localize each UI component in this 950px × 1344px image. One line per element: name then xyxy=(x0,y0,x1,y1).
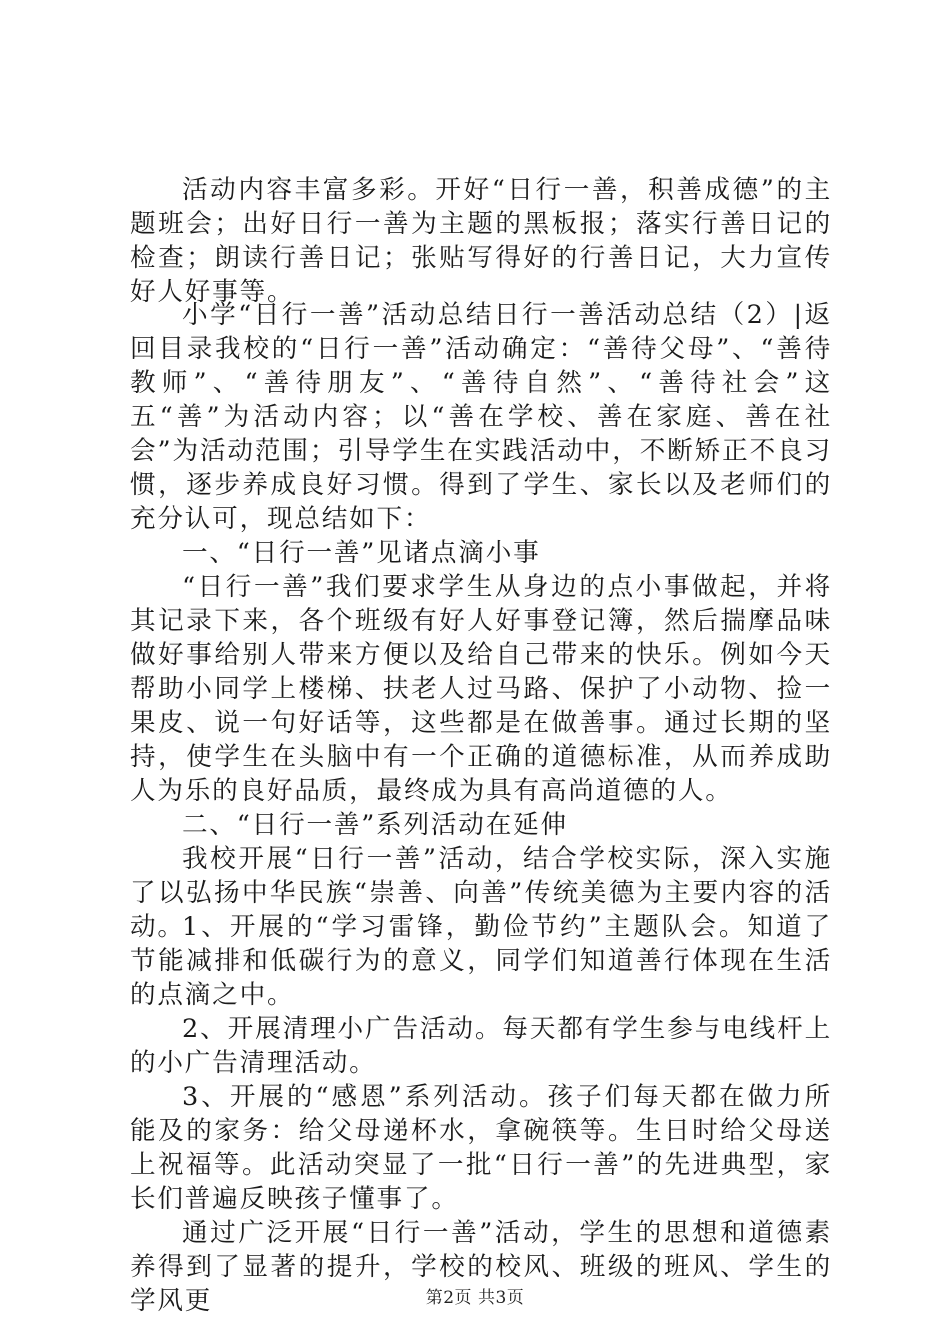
paragraph-item-3: 3、开展的“感恩”系列活动。孩子们每天都在做力所能及的家务：给父母递杯水，拿碗筷等。生日时给父母送上祝福等。此活动突显了一批“日行一善”的先进典型，家长们普遍反映孩子懂事了。 xyxy=(130,1082,832,1214)
section-heading-2: 二、“日行一善”系列活动在延伸 xyxy=(182,810,568,840)
paragraph-item-2: 2、开展清理小广告活动。每天都有学生参与电线杆上的小广告清理活动。 xyxy=(130,1014,832,1078)
page-footer: 第2页 共3页 xyxy=(425,1288,525,1308)
paragraph-conclusion: 通过广泛开展“日行一善”活动，学生的思想和道德素养得到了显著的提升，学校的校风、班级的班风、学生的学风更 xyxy=(130,1218,832,1316)
paragraph-activity-content: 活动内容丰富多彩。开好“日行一善，积善成德”的主题班会；出好日行一善为主题的黑板报；落实行善日记的检查；朗读行善日记；张贴写得好的行善日记，大力宣传好人好事等。 xyxy=(130,175,832,307)
paragraph-summary-intro: 小学“日行一善”活动总结日行一善活动总结（2）|返回目录我校的“日行一善”活动确定：“善待父母”、“善待教师”、“善待朋友”、“善待自然”、“善待社会”这五“善”为活动内容；以“善在学校、善在家庭、善在社会”为活动范围；引导学生在实践活动中，不断矫正不良习惯，逐步养成良好习惯。得到了学生、家长以及老师们的充分认可，现总结如下： xyxy=(130,300,832,534)
paragraph-section-1-body: “日行一善”我们要求学生从身边的点小事做起，并将其记录下来，各个班级有好人好事登记簿，然后揣摩品味做好事给别人带来方便以及给自己带来的快乐。例如今天帮助小同学上楼梯、扶老人过马路、保护了小动物、捡一果皮、说一句好话等，这些都是在做善事。通过长期的坚持，使学生在头脑中有一个正确的道德标准，从而养成助人为乐的良好品质，最终成为具有高尚道德的人。 xyxy=(130,572,832,806)
section-heading-1: 一、“日行一善”见诸点滴小事 xyxy=(182,538,541,568)
paragraph-section-2-intro: 我校开展“日行一善”活动，结合学校实际，深入实施了以弘扬中华民族“崇善、向善”传统美德为主要内容的活动。 xyxy=(130,844,832,942)
paragraph-item-1: 1、开展的“学习雷锋，勤俭节约”主题队会。知道了节能减排和低碳行为的意义，同学们知道善行体现在生活的点滴之中。 xyxy=(130,912,832,1010)
